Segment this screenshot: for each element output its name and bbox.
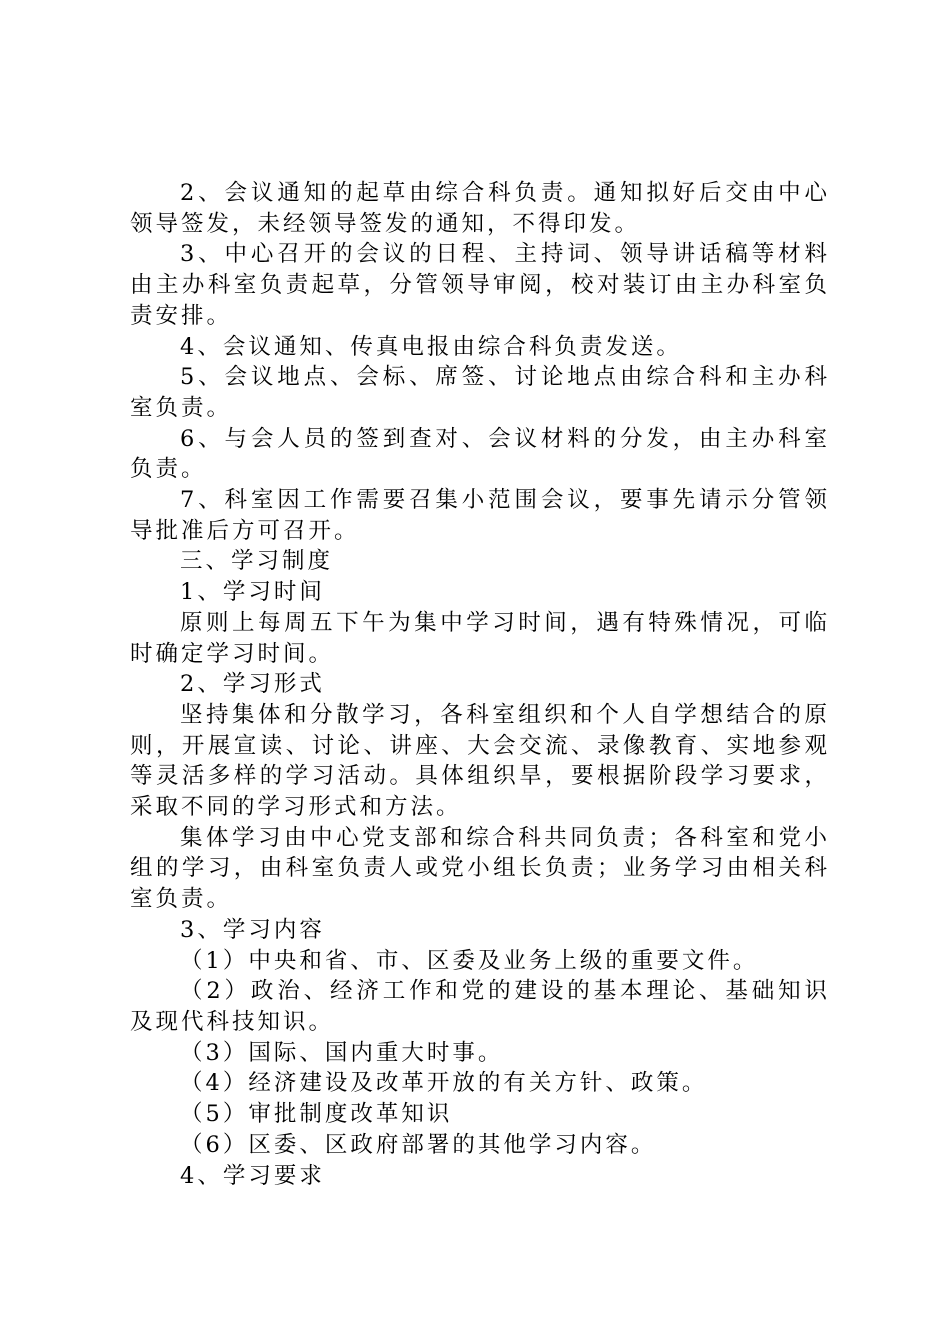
list-item-content-4: （4）经济建设及改革开放的有关方针、政策。 bbox=[180, 1070, 708, 1097]
paragraph-study-form: 坚持集体和分散学习，各科室组织和个人自学想结合的原则，开展宣读、讨论、讲座、大会交流、录像教育、实地参观等灵活多样的学习活动。具体组织旱，要根据阶段学习要求，采取不同的学习形式和方法。 bbox=[130, 701, 830, 821]
paragraph-meeting-notice-drafting: 2、会议通知的起草由综合科负责。通知拟好后交由中心领导签发，未经领导签发的通知，不得印发。 bbox=[130, 180, 830, 237]
list-item-content-2: （2）政治、经济工作和党的建设的基本理论、基础知识及现代科技知识。 bbox=[130, 978, 830, 1035]
subheading-study-content: 3、学习内容 bbox=[180, 916, 325, 943]
document-page bbox=[130, 178, 830, 1191]
paragraph-study-time: 原则上每周五下午为集中学习时间，遇有特殊情况，可临时确定学习时间。 bbox=[130, 609, 830, 667]
list-item-content-5: （5）审批制度改革知识 bbox=[180, 1101, 453, 1128]
paragraph-venue-arrangement: 5、会议地点、会标、席签、讨论地点由综合科和主办科室负责。 bbox=[130, 364, 830, 421]
subheading-study-requirements: 4、学习要求 bbox=[180, 1162, 325, 1189]
section-heading-study-system: 三、学习制度 bbox=[180, 548, 334, 575]
paragraph-small-meetings: 7、科室因工作需要召集小范围会议，要事先请示分管领导批准后方可召开。 bbox=[130, 487, 830, 544]
subheading-study-time: 1、学习时间 bbox=[180, 579, 325, 606]
list-item-content-1: （1）中央和省、市、区委及业务上级的重要文件。 bbox=[180, 947, 759, 974]
paragraph-attendee-checkin: 6、与会人员的签到查对、会议材料的分发，由主办科室负责。 bbox=[130, 425, 830, 483]
paragraph-study-responsibility: 集体学习由中心党支部和综合科共同负责；各科室和党小组的学习，由科室负责人或党小组长负责；业务学习由相关科室负责。 bbox=[130, 824, 830, 913]
list-item-content-3: （3）国际、国内重大时事。 bbox=[180, 1039, 504, 1066]
subheading-study-form: 2、学习形式 bbox=[180, 671, 325, 698]
paragraph-meeting-materials-drafting: 3、中心召开的会议的日程、主持词、领导讲话稿等材料由主办科室负责起草，分管领导审阅，校对装订由主办科室负责安排。 bbox=[130, 241, 830, 329]
list-item-content-6: （6）区委、区政府部署的其他学习内容。 bbox=[180, 1131, 657, 1158]
paragraph-notice-sending: 4、会议通知、传真电报由综合科负责发送。 bbox=[180, 333, 682, 360]
